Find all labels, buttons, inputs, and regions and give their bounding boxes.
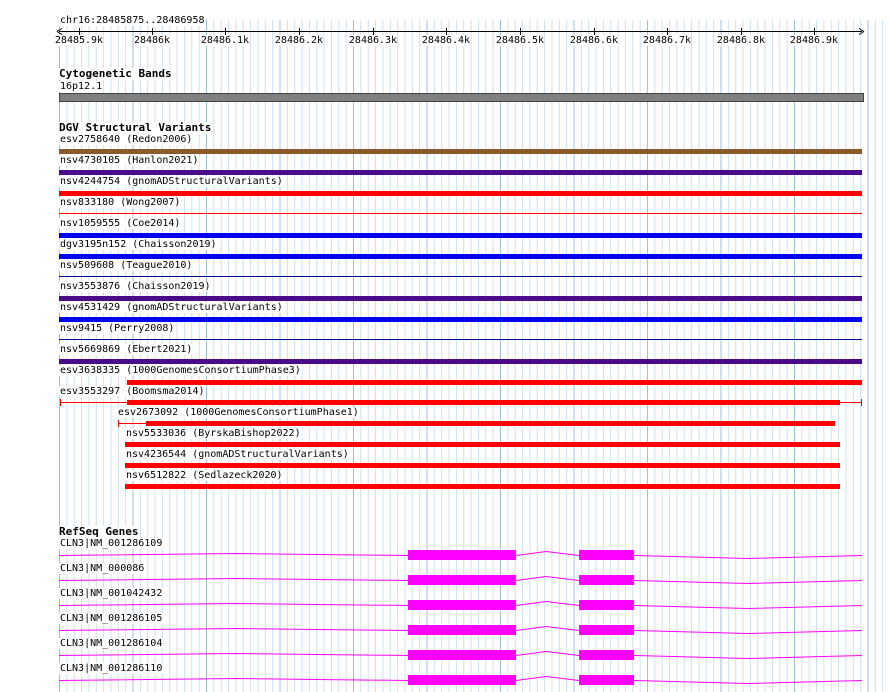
ruler-tick-label: 28486.3k <box>348 35 398 46</box>
gene-exon <box>579 550 634 560</box>
refseq-gene-label[interactable]: CLN3|NM_001286109 <box>60 538 163 549</box>
cytoband-track-title[interactable]: Cytogenetic Bands <box>59 67 172 80</box>
dgv-variant-label[interactable]: esv3553297 (Boomsma2014) <box>60 386 205 397</box>
ruler-tick-label: 28486.2k <box>274 35 324 46</box>
dgv-variant-label[interactable]: nsv4730105 (Hanlon2021) <box>60 155 199 166</box>
gene-exon <box>579 625 634 635</box>
refseq-gene-model[interactable] <box>59 675 862 685</box>
refseq-gene-model[interactable] <box>59 650 862 660</box>
gene-exon <box>408 650 516 660</box>
gene-intron-line <box>59 554 408 556</box>
ruler-coordinates: chr16:28485875..28486958 <box>60 15 205 26</box>
refseq-gene-label[interactable]: CLN3|NM_001042432 <box>60 588 163 599</box>
refseq-gene-model[interactable] <box>59 575 862 585</box>
refseq-gene-label[interactable]: CLN3|NM_000086 <box>60 563 145 574</box>
dgv-variant-label[interactable]: nsv5533036 (ByrskaBishop2022) <box>126 428 301 439</box>
gene-exon <box>579 575 634 585</box>
dgv-variant-label[interactable]: esv2673092 (1000GenomesConsortiumPhase1) <box>118 407 359 418</box>
gene-intron-line <box>634 631 862 634</box>
gene-exon <box>408 675 516 685</box>
ruler-tick-label: 28486.1k <box>200 35 250 46</box>
gene-intron-line <box>634 681 862 684</box>
dgv-track-title[interactable]: DGV Structural Variants <box>59 121 212 134</box>
ruler-tick-label: 28486.9k <box>789 35 839 46</box>
gene-intron-line <box>634 606 862 609</box>
dgv-variant-label[interactable]: nsv4244754 (gnomADStructuralVariants) <box>60 176 283 187</box>
refseq-gene-model[interactable] <box>59 625 862 635</box>
refseq-gene-label[interactable]: CLN3|NM_001286104 <box>60 638 163 649</box>
gene-exon <box>408 625 516 635</box>
gene-intron-line <box>516 627 579 631</box>
ruler-tick-label: 28486.8k <box>716 35 766 46</box>
dgv-variant-label[interactable]: nsv9415 (Perry2008) <box>60 323 175 334</box>
gene-exon <box>408 575 516 585</box>
ruler-tick-label: 28486.4k <box>421 35 471 46</box>
gene-exon <box>408 600 516 610</box>
dgv-variant-label[interactable]: nsv509608 (Teague2010) <box>60 260 193 271</box>
dgv-variant-label[interactable]: nsv3553876 (Chaisson2019) <box>60 281 211 292</box>
refseq-track-title[interactable]: RefSeq Genes <box>59 525 139 538</box>
dgv-variant-label[interactable]: esv2758640 (Redon2006) <box>60 134 193 145</box>
gene-intron-line <box>516 652 579 656</box>
gene-intron-line <box>634 581 862 584</box>
dgv-variant-label[interactable]: dgv3195n152 (Chaisson2019) <box>60 239 217 250</box>
dgv-variant-label[interactable]: nsv4531429 (gnomADStructuralVariants) <box>60 302 283 313</box>
refseq-gene-model[interactable] <box>59 550 862 560</box>
dgv-variant-label[interactable]: esv3638335 (1000GenomesConsortiumPhase3) <box>60 365 301 376</box>
gene-exon <box>579 600 634 610</box>
gene-intron-line <box>516 677 579 681</box>
refseq-gene-model[interactable] <box>59 600 862 610</box>
gene-intron-line <box>59 579 408 581</box>
gene-intron-line <box>516 577 579 581</box>
dgv-variant-label[interactable]: nsv4236544 (gnomADStructuralVariants) <box>126 449 349 460</box>
ruler-tick-label: 28486.6k <box>569 35 619 46</box>
dgv-variant-label[interactable]: nsv6512822 (Sedlazeck2020) <box>126 470 283 481</box>
gene-exon <box>579 650 634 660</box>
refseq-gene-label[interactable]: CLN3|NM_001286105 <box>60 613 163 624</box>
gene-intron-line <box>634 556 862 559</box>
gene-exon <box>408 550 516 560</box>
ruler-tick-label: 28486.7k <box>642 35 692 46</box>
dgv-variant-label[interactable]: nsv833180 (Wong2007) <box>60 197 181 208</box>
ruler-tick-label: 28486k <box>133 35 171 46</box>
ruler-tick-label: 28485.9k <box>54 35 104 46</box>
gene-intron-line <box>634 656 862 659</box>
dgv-variant-label[interactable]: nsv5669869 (Ebert2021) <box>60 344 193 355</box>
gene-intron-line <box>59 604 408 606</box>
gene-intron-line <box>59 654 408 656</box>
gene-intron-line <box>516 552 579 556</box>
refseq-gene-label[interactable]: CLN3|NM_001286110 <box>60 663 163 674</box>
gene-intron-line <box>516 602 579 606</box>
gene-intron-line <box>59 629 408 631</box>
cytoband-label: 16p12.1 <box>60 81 103 92</box>
gene-exon <box>579 675 634 685</box>
gene-intron-line <box>59 679 408 681</box>
ruler-tick-label: 28486.5k <box>495 35 545 46</box>
dgv-variant-label[interactable]: nsv1059555 (Coe2014) <box>60 218 181 229</box>
